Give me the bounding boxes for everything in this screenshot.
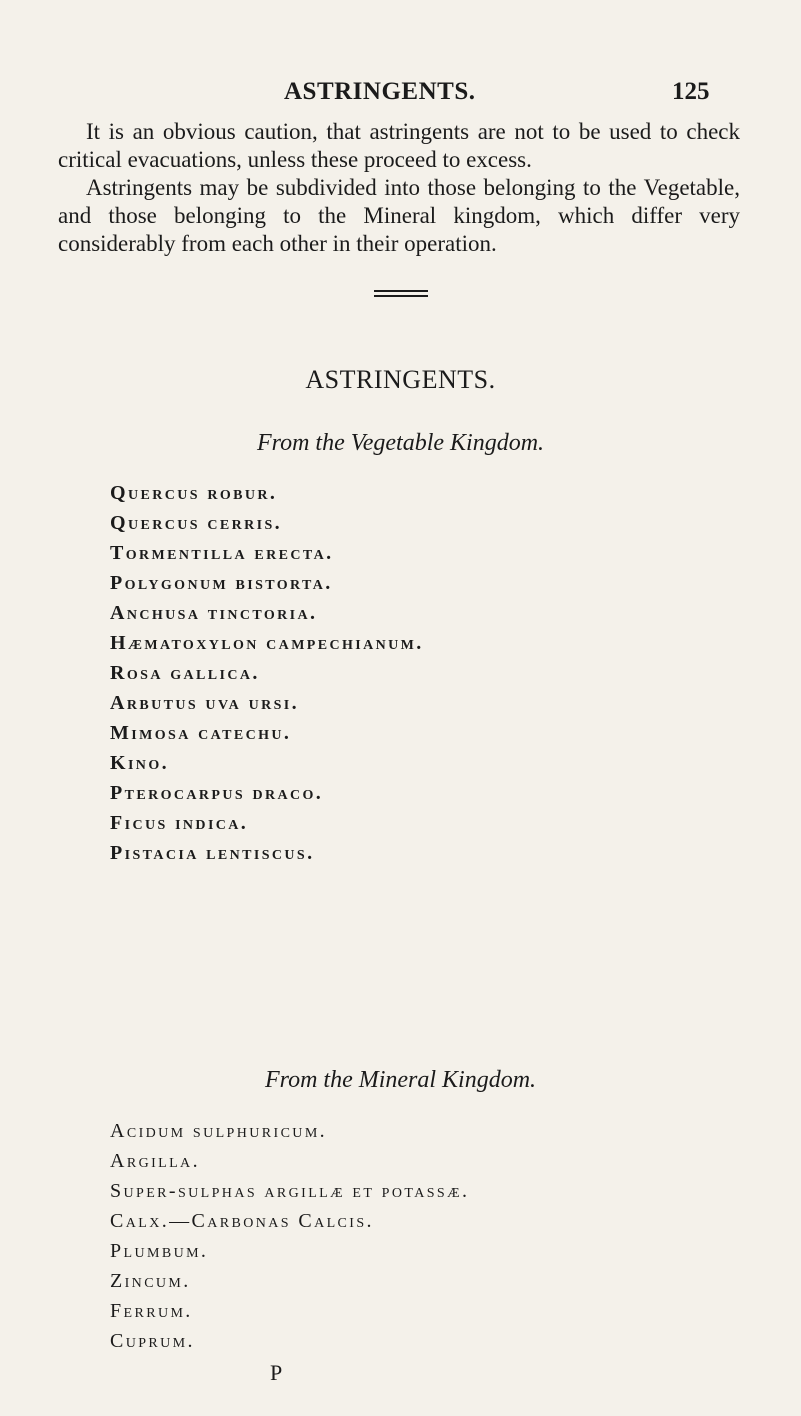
running-head [0,78,801,112]
list-item: Ferrum. [110,1300,193,1322]
list-item: Quercus cerris. [110,512,283,534]
vegetable-kingdom-heading: From the Vegetable Kingdom. [256,430,545,456]
list-item: Pistacia lentiscus. [110,842,315,864]
signature-mark: P [270,1360,283,1385]
list-item: Arbutus uva ursi. [110,692,300,714]
intro-text [58,118,740,258]
mineral-kingdom-heading: From the Mineral Kingdom. [264,1067,537,1093]
list-item: Pterocarpus draco. [110,782,324,804]
list-item: Anchusa tinctoria. [110,602,318,624]
section-title: ASTRINGENTS. [305,365,496,394]
list-item: Acidum sulphuricum. [110,1120,328,1142]
list-item: Plumbum. [110,1240,209,1262]
mineral-astringents-list [110,1116,469,1356]
list-item: Calx.—Carbonas Calcis. [110,1210,374,1232]
list-item: Polygonum bistorta. [110,572,333,594]
section-divider [374,295,428,297]
vegetable-astringents-list [110,478,424,868]
list-item: Quercus robur. [110,482,278,504]
section-divider [374,290,428,292]
list-item: Mimosa catechu. [110,722,292,744]
list-item: Kino. [110,752,170,774]
intro-paragraph: It is an obvious caution, that astringents are not to be used to check critical evacuations, unless these proceed to excess. [58,119,740,172]
list-item: Zincum. [110,1270,191,1292]
list-item: Tormentilla erecta. [110,542,334,564]
list-item: Cuprum. [110,1330,195,1352]
list-item: Ficus indica. [110,812,249,834]
intro-paragraph: Astringents may be subdivided into those belonging to the Vegetable, and those belonging to the Mineral kingdom, which differ very considerably from each other in their operation. [58,175,740,256]
page-number: 125 [672,78,710,105]
list-item: Super-sulphas argillæ et potassæ. [110,1180,470,1202]
list-item: Hæmatoxylon campechianum. [110,632,424,654]
list-item: Argilla. [110,1150,200,1172]
list-item: Rosa gallica. [110,662,260,684]
running-head-title: ASTRINGENTS. [284,78,476,105]
